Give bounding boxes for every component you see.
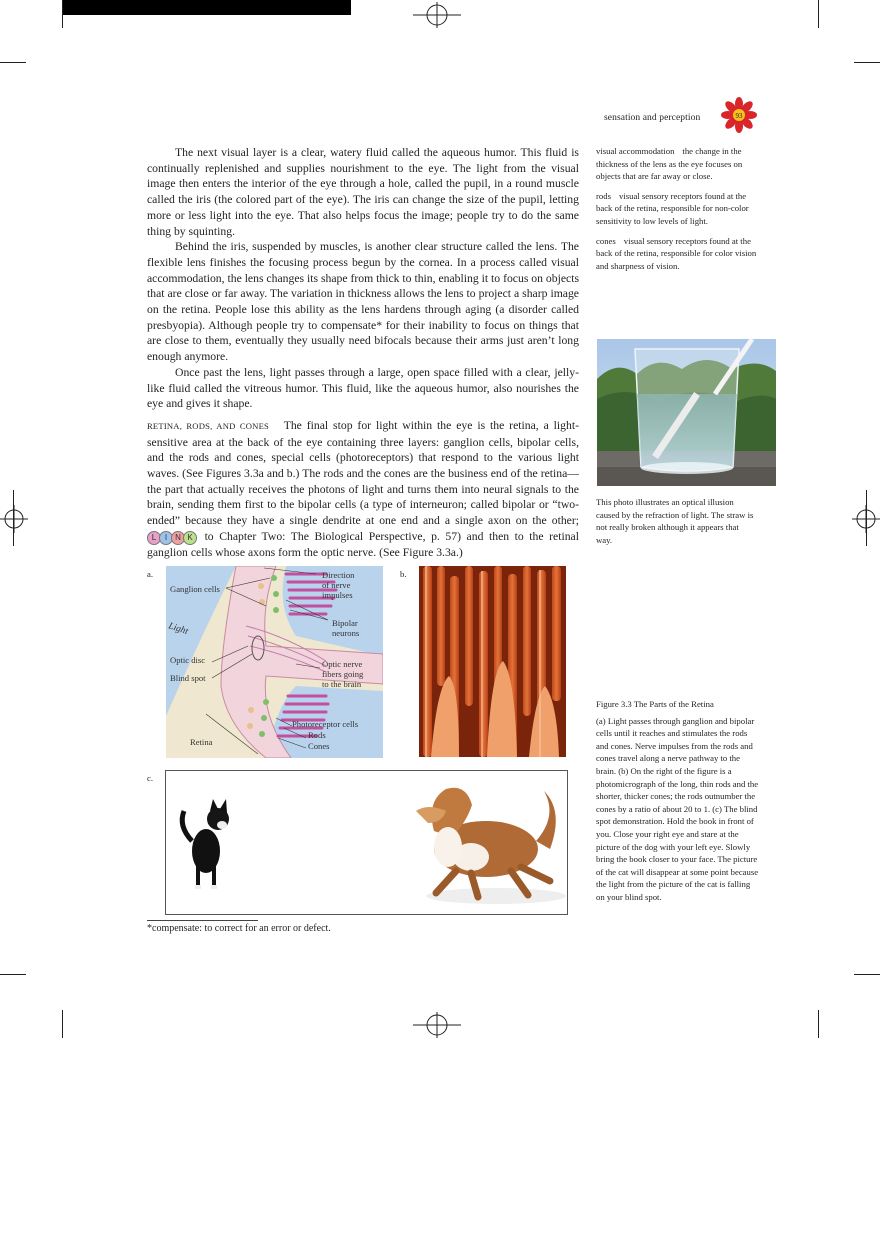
glossary-term: visual accommodation <box>596 146 675 156</box>
link-letter: K <box>183 531 197 545</box>
printer-bar <box>62 0 351 15</box>
crop-mark <box>854 974 880 975</box>
figure-label-a: a. <box>147 569 154 579</box>
main-text <box>147 145 579 561</box>
rods-cones-micrograph <box>419 566 566 757</box>
paragraph: The next visual layer is a clear, watery fluid called the aqueous humor. This fluid is continually replenished and supplies nourishment to the eye. The light from the visual image then enters the interior of the eye through a hole, called the pupil, in a round muscle called the iris (the colored part of the eye). The iris can change the size of the pupil, letting more or less light into the eye. That also helps focus the image; people try to do the same thing by squinting. <box>147 146 579 238</box>
retina-diagram <box>166 566 383 758</box>
crop-mark <box>818 0 819 28</box>
registration-mark-left <box>0 505 28 533</box>
figure-label-b: b. <box>400 569 407 579</box>
label-optic-nerve: Optic nerve <box>322 659 363 669</box>
glossary-definition: the change in the thickness of the lens as the eye focuses on objects that are far away or close. <box>596 146 743 182</box>
section-head: RETINA, RODS, AND CONES <box>147 420 269 431</box>
page-number-flower <box>721 97 757 133</box>
label-cones: Cones <box>308 741 330 751</box>
glossary-entry <box>596 235 758 273</box>
label-optic-nerve: to the brain <box>322 679 362 689</box>
registration-mark-bottom <box>413 1012 461 1038</box>
glossary-definition: visual sensory receptors found at the back of the retina, responsible for non-color sensitivity to low levels of light. <box>596 190 749 226</box>
label-rods: Rods <box>308 730 326 740</box>
photo-caption: This photo illustrates an optical illusion caused by the refraction of light. The straw is not really broken although it appears that way. <box>596 497 754 545</box>
glossary-definition: visual sensory receptors found at the back of the retina, responsible for color vision and sharpness of vision. <box>596 235 757 271</box>
label-bipolar: Bipolar <box>332 618 358 628</box>
link-badge[interactable] <box>149 529 197 545</box>
paragraph-retina <box>147 418 579 561</box>
cat-picture <box>182 799 229 889</box>
margin-glossary <box>596 145 758 279</box>
label-light: Light <box>167 621 190 638</box>
footnote-rule <box>147 920 258 921</box>
registration-mark-right <box>852 505 880 533</box>
crop-mark <box>854 62 880 63</box>
label-retina: Retina <box>190 737 213 747</box>
label-direction: of nerve <box>322 580 351 590</box>
figure-label-c: c. <box>147 773 154 783</box>
dog-picture <box>416 788 566 904</box>
glossary-entry <box>596 190 758 228</box>
blind-spot-demo <box>165 770 568 915</box>
crop-mark <box>818 1010 819 1038</box>
glass-straw-photo <box>597 339 776 486</box>
crop-mark <box>62 1010 63 1038</box>
crop-mark <box>62 0 63 28</box>
link-letter: L <box>147 531 161 545</box>
link-letter: N <box>171 531 185 545</box>
label-photoreceptor: Photoreceptor cells <box>292 719 359 729</box>
figure-caption <box>596 698 759 904</box>
label-optic-disc: Optic disc <box>170 655 206 665</box>
page-number: 93 <box>735 112 743 120</box>
paragraph-text: to Chapter Two: The Biological Perspective, p. 57) and then to the retinal ganglion cells whose axons form the optic nerve. (See Figure 3.3a.) <box>147 529 579 560</box>
paragraph-text: The final stop for light within the eye is the retina, a light-sensitive area at the back of the eye containing three layers: ganglion cells, bipolar cells, and the rods and cones, special cells (photoreceptors) that respond to the various light waves. (See Figures 3.3a and b.) The rods and the cones are the business end of the retina—the part that actually receives the photons of light and turns them into neural signals to the brain, sending them first to the bipolar cells (a type of interneuron; called bipolar or “two-ended” because they have a single dendrite at one end and a single axon on the other; <box>147 418 579 528</box>
paragraph: Behind the iris, suspended by muscles, is another clear structure called the lens. The flexible lens finishes the focusing process begun by the cornea. In a process called visual accommodation, the lens changes its shape from thick to thin, enabling it to focus on objects that are close or far away. The variation in thickness allows the lens to project a sharp image on the retina. People lose this ability as the lens hardens through aging (a disorder called presbyopia). Although people try to compensate* for their inability to focus on things that are close to them, eventually they usually need bifocals because their arms just aren’t long enough anymore. <box>147 240 580 364</box>
label-bipolar: neurons <box>332 628 360 638</box>
registration-mark-top <box>413 2 461 28</box>
running-head: sensation and perception <box>604 113 701 123</box>
label-optic-nerve: fibers going <box>322 669 364 679</box>
glossary-term: cones <box>596 235 616 246</box>
label-direction: Direction <box>322 570 355 580</box>
link-letter: I <box>159 531 173 545</box>
glossary-entry <box>596 145 758 183</box>
figure-title: Figure 3.3 The Parts of the Retina <box>596 699 714 709</box>
label-ganglion-cells: Ganglion cells <box>170 584 220 594</box>
crop-mark <box>0 62 26 63</box>
label-direction: impulses <box>322 590 353 600</box>
figure-caption-text: (a) Light passes through ganglion and bipolar cells until it reaches and stimulates the rods and cones. Nerve impulses from the rods and cones travel along a nerve pathway to the brain. (b) On the right of the figure is a photomicrograph of the long, thin rods and the shorter, thicker cones; the rods outnumber the cones by a ratio of about 20 to 1. (c) The blind spot demonstration. Hold the book in front of you. Close your right eye and stare at the picture of the dog with your left eye. Slowly bring the book closer to your face. The picture of the cat will disappear at some point because the light from the picture of the cat is falling on your blind spot. <box>596 715 759 902</box>
footnote: *compensate: to correct for an error or defect. <box>147 923 331 934</box>
glossary-term: rods <box>596 190 611 201</box>
crop-mark <box>0 974 26 975</box>
label-blind-spot: Blind spot <box>170 673 206 683</box>
paragraph: Once past the lens, light passes through a large, open space filled with a clear, jelly-like fluid called the vitreous humor. This fluid, like the aqueous humor, also nourishes the eye and gives it shape. <box>147 365 579 411</box>
